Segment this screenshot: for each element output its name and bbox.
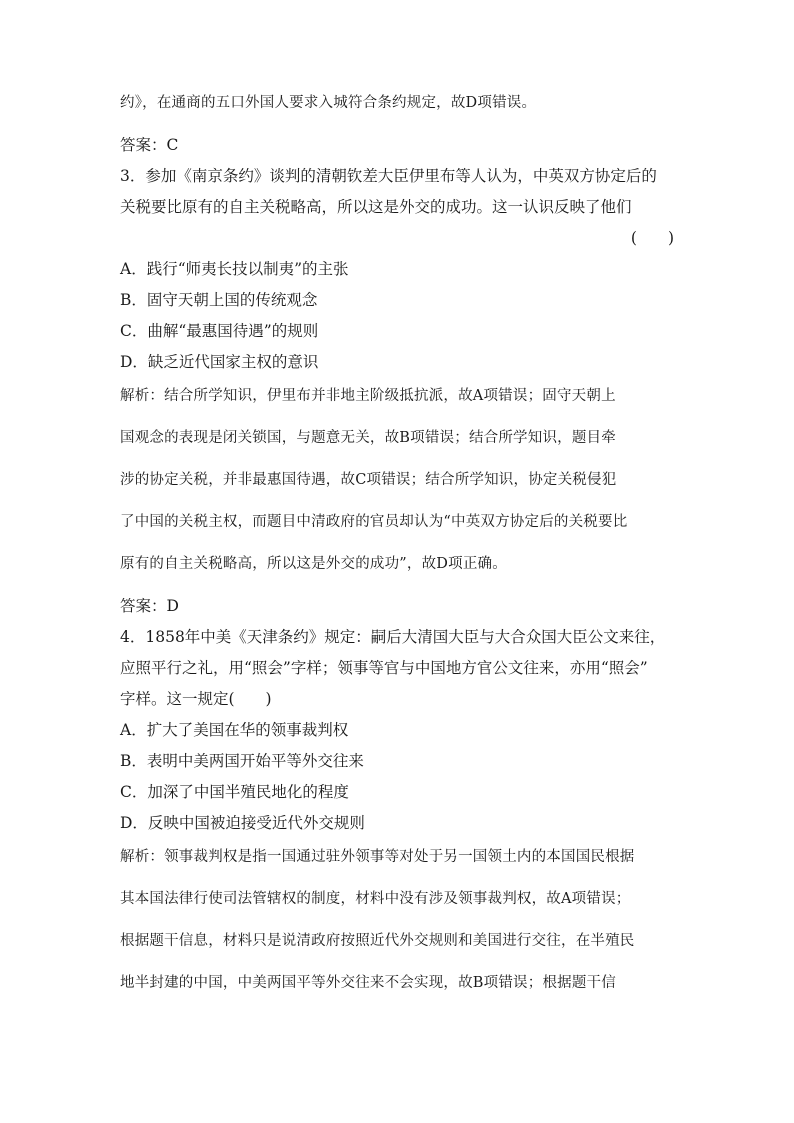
q3-stem-line-1: 3．参加《南京条约》谈判的清朝钦差大臣伊里布等人认为，中英双方协定后的: [120, 167, 657, 185]
q4-explanation-line-1: 解析：领事裁判权是指一国通过驻外领事等对处于另一国领土内的本国国民根据: [120, 849, 635, 865]
answer-q3: 答案：D: [120, 597, 179, 615]
document-page: [120, 93, 680, 993]
q4-explanation-line-2: 其本国法律行使司法管辖权的制度，材料中没有涉及领事裁判权，故A项错误；: [120, 891, 631, 907]
q4-option-b: B．表明中美两国开始平等外交往来: [120, 752, 364, 770]
q3-option-d: D．缺乏近代国家主权的意识: [120, 353, 319, 371]
q4-stem-line-1: 4．1858年中美《天津条约》规定：嗣后大清国大臣与大合众国大臣公文来往，: [120, 628, 666, 646]
q4-stem-line-2: 应照平行之礼，用“照会”字样；领事等官与中国地方官公文往来，亦用“照会”: [120, 659, 648, 677]
q4-stem-line-3: 字样。这一规定( ): [120, 690, 272, 708]
q3-explanation-line-2: 国观念的表现是闭关锁国，与题意无关，故B项错误；结合所学知识，题目牵: [120, 430, 616, 446]
q4-option-a: A．扩大了美国在华的领事裁判权: [120, 721, 349, 739]
q3-option-a: A．践行“师夷长技以制夷”的主张: [120, 260, 349, 278]
q3-option-b: B．固守天朝上国的传统观念: [120, 291, 318, 309]
q4-option-c: C．加深了中国半殖民地化的程度: [120, 783, 349, 801]
question-4: [120, 627, 680, 993]
q4-explanation-line-4: 地半封建的中国，中美两国平等外交往来不会实现，故B项错误；根据题干信: [120, 975, 616, 991]
q3-option-c: C．曲解“最惠国待遇”的规则: [120, 322, 319, 340]
q4-explanation-line-3: 根据题干信息，材料只是说清政府按照近代外交规则和美国进行交往，在半殖民: [120, 933, 635, 949]
q4-explanation: [120, 847, 680, 993]
q3-explanation-line-5: 原有的自主关税略高，所以这是外交的成功”，故D项正确。: [120, 556, 507, 572]
q3-explanation-line-3: 涉的协定关税，并非最惠国待遇，故C项错误；结合所学知识，协定关税侵犯: [120, 472, 617, 488]
answer-q2: 答案：C: [120, 136, 179, 154]
q3-answer-bracket: ( ): [630, 229, 674, 247]
q3-explanation-line-1: 解析：结合所学知识，伊里布并非地主阶级抵抗派，故A项错误；固守天朝上: [120, 388, 616, 404]
q4-option-d: D．反映中国被迫接受近代外交规则: [120, 814, 365, 832]
q3-stem-line-2: 关税要比原有的自主关税略高，所以这是外交的成功。这一认识反映了他们: [120, 198, 632, 216]
question-3: [120, 166, 680, 616]
previous-explanation-continuation: 约》，在通商的五口外国人要求入城符合条约规定，故D项错误。: [120, 95, 537, 111]
q3-explanation-line-4: 了中国的关税主权，而题目中清政府的官员却认为“中英双方协定后的关税要比: [120, 514, 628, 530]
q3-explanation: [120, 386, 680, 574]
